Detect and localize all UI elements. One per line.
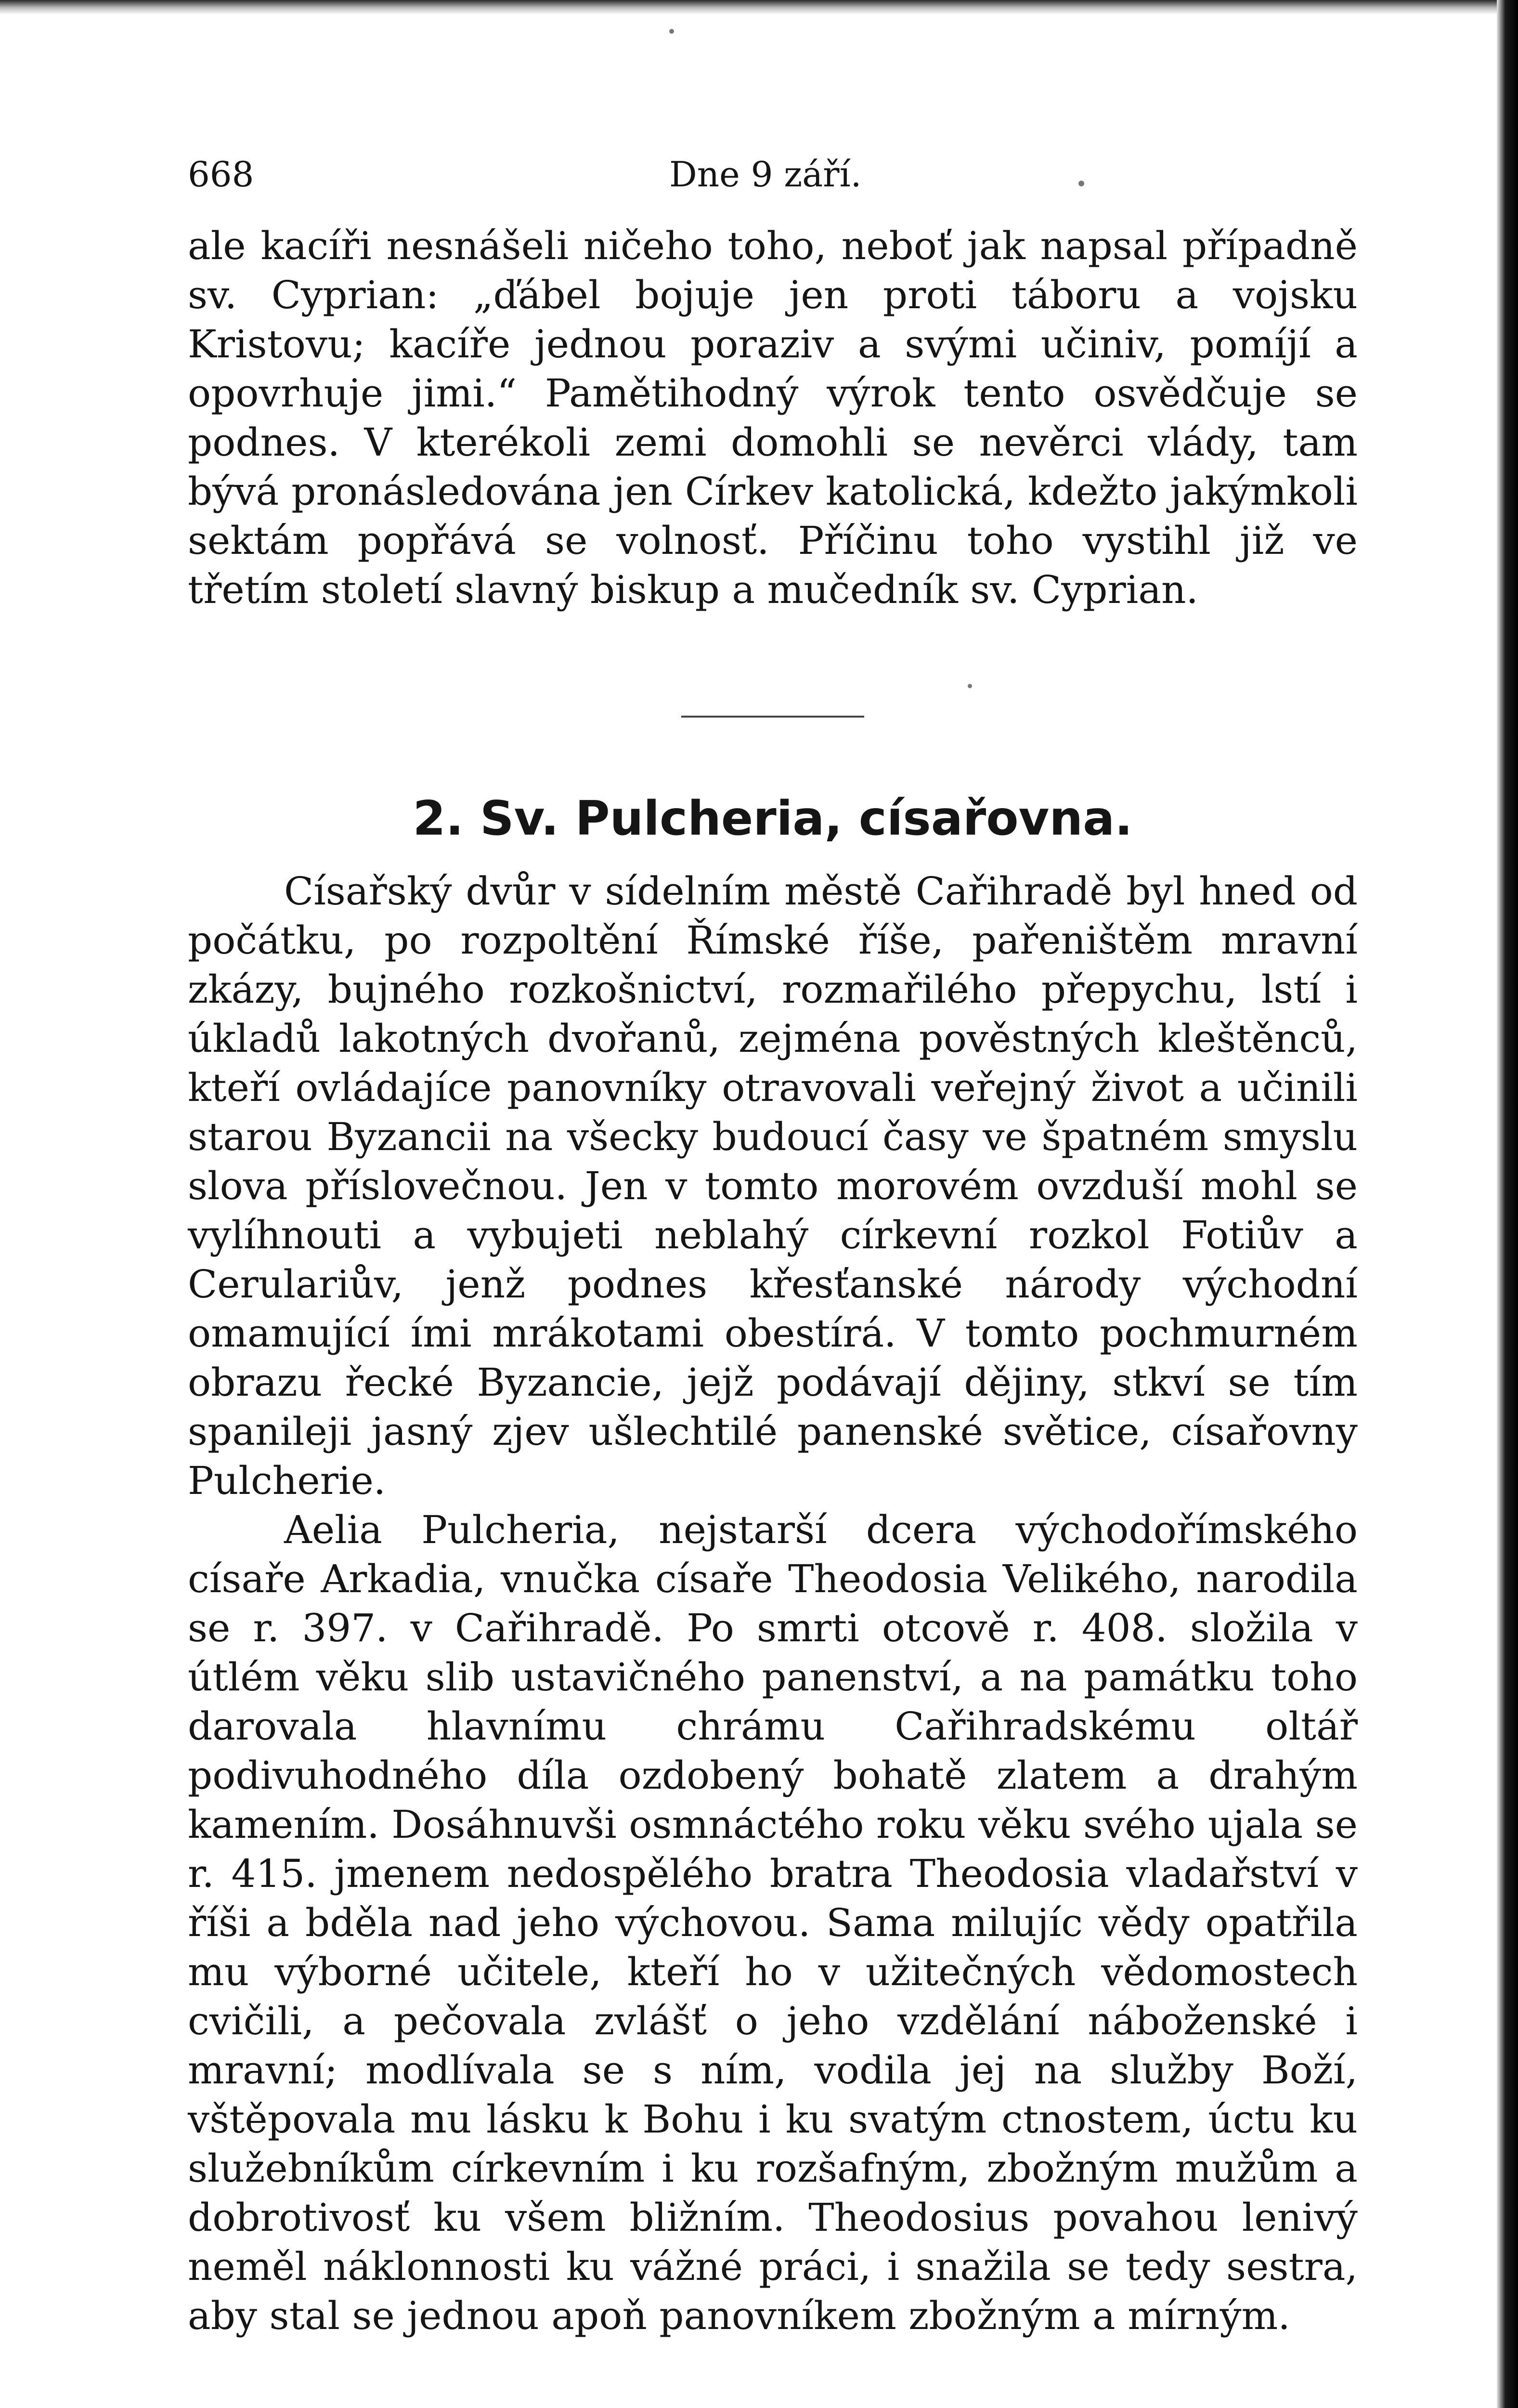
section-title: 2. Sv. Pulcheria, císařovna. [413, 791, 1133, 846]
scan-right-edge [1497, 0, 1518, 2408]
body-paragraph: Aelia Pulcheria, nejstarší dcera východořímského císaře Arkadia, vnučka císaře Theodosia Velikého, narodila se r. 397. v Cařihradě. Po smrti otcově r. 408. složila v útlém věku slib ustavičného panenství, a na památku toho darovala hlavnímu chrámu Cařihradskému oltář podivuhodného díla ozdobený bohatě zlatem a drahým kamením. Dosáhnuvši osmnáctého roku věku svého ujala se r. 415. jmenem nedospělého bratra Theodosia vladařství v říši a bděla nad jeho výchovou. Sama milujíc vědy opatřila mu výborné učitele, kteří ho v užitečných vědomostech cvičili, a pečovala zvlášť o jeho vzdělání náboženské i mravní; modlívala se s ním, vodila jej na služby Boží, vštěpovala mu lásku k Bohu i ku svatým ctnostem, úctu ku služebníkům církevním i ku rozšafným, zbožným mužům a dobrotivosť ku všem bližním. Theodosius povahou lenivý neměl náklonnosti ku vážné práci, i snažila se tedy sestra, aby stal se jednou apoň panovníkem zbožným a mírným. [188, 1507, 1358, 2338]
header-title: Dne 9 září. [669, 154, 862, 195]
running-head [188, 154, 1358, 212]
book-page [188, 154, 1358, 2341]
section-body [188, 867, 1358, 2341]
scan-top-edge [0, 0, 1518, 14]
scan-speck [669, 29, 674, 34]
intro-paragraph: ale kacíři nesnášeli ničeho toho, neboť jak napsal případně sv. Cyprian: „ďábel bojuje jen proti táboru a vojsku Kristovu; kacíře jednou poraziv a svými učiniv, pomíjí a opovrhuje jimi.“ Pamětihodný výrok tento osvědčuje se podnes. V kterékoli zemi domohli se nevěrci vlády, tam bývá pronásledována jen Církev katolická, kdežto jakýmkoli sektám popřává se volnosť. Příčinu toho vystihl již ve třetím století slavný biskup a mučedník sv. Cyprian. [188, 223, 1358, 612]
section-separator [681, 716, 864, 718]
page-number: 668 [188, 154, 254, 195]
body-paragraph: Císařský dvůr v sídelním městě Cařihradě byl hned od počátku, po rozpoltění Římské říše, pařeništěm mravní zkázy, bujného rozkošnictví, rozmařilého přepychu, lstí i úkladů lakotných dvořanů, zejména pověstných kleštěnců, kteří ovládajíce panovníky otravovali veřejný život a učinili starou Byzancii na všecky budoucí časy ve špatném smyslu slova příslovečnou. Jen v tomto morovém ovzduší mohl se vylíhnouti a vybujeti neblahý církevní rozkol Fotiův a Cerulariův, jenž podnes křesťanské národy východní omamující ími mrákotami obestírá. V tomto pochmurném obrazu řecké Byzancie, jejž podávají dějiny, stkví se tím spanileji jasný zjev ušlechtilé panenské světice, císařovny Pulcherie. [188, 869, 1358, 1503]
